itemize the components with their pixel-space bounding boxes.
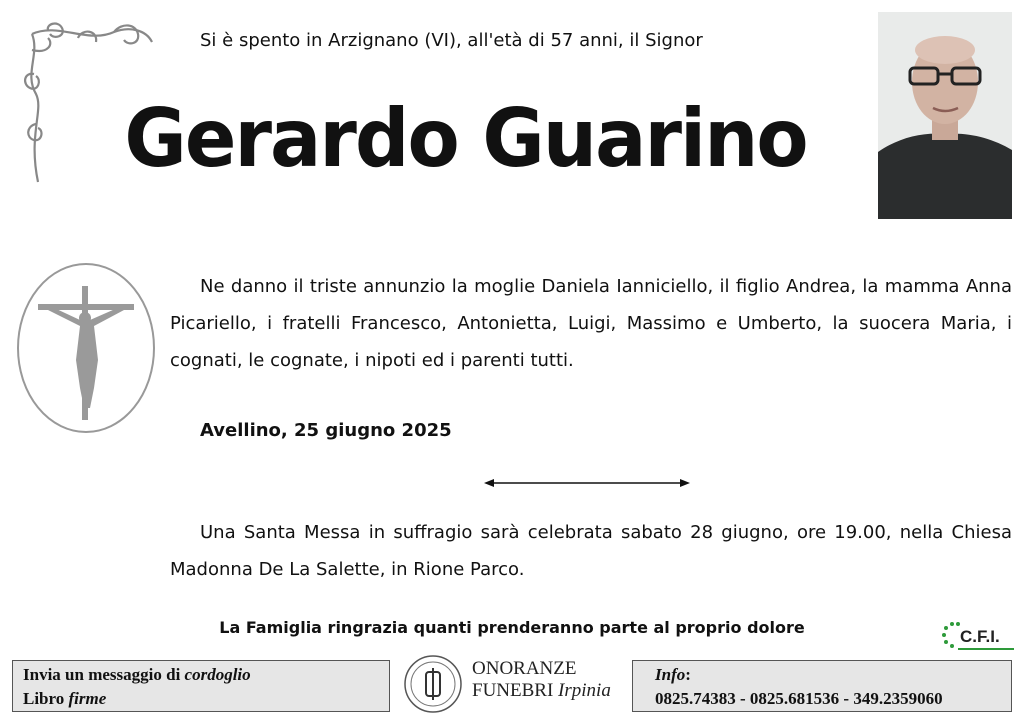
intro-text: Si è spento in Arzignano (VI), all'età di 57 anni, il Signor [200,30,703,51]
guestbook-link[interactable]: Libro firme [23,689,107,708]
place-date: Avellino, 25 giugno 2025 [200,420,452,441]
svg-text:C.F.I.: C.F.I. [960,627,1000,646]
cfi-logo [940,618,1016,654]
crucifix-icon [14,260,158,436]
portrait-photo [878,12,1012,219]
deceased-name: Gerardo Guarino [124,92,807,185]
phone-numbers: 0825.74383 - 0825.681536 - 349.2359060 [655,689,943,708]
mass-paragraph: Una Santa Messa in suffragio sarà celebrata sabato 28 giugno, ore 19.00, nella Chiesa Madonna De La Salette, in Rione Parco. [170,522,1012,580]
separator-arrow-icon [482,476,692,490]
info-box: Info: 0825.74383 - 0825.681536 - 349.2359060 [632,660,1012,712]
condolence-link[interactable]: Invia un messaggio di cordoglio [23,665,251,684]
thanks-line: La Famiglia ringrazia quanti prenderanno parte al proprio dolore [219,618,805,637]
funeral-home-logo-icon [402,646,464,718]
funeral-home-brand: ONORANZE FUNEBRI Irpinia [472,658,611,701]
condolence-box[interactable] [12,660,390,712]
announcement-paragraph: Ne danno il triste annunzio la moglie Daniela Ianniciello, il figlio Andrea, la mamma Anna Picariello, i fratelli Francesco, Antonietta, Luigi, Massimo e Umberto, la suocera Maria, i cognati, le cognate, i nipoti ed i parenti tutti. [170,276,1012,371]
